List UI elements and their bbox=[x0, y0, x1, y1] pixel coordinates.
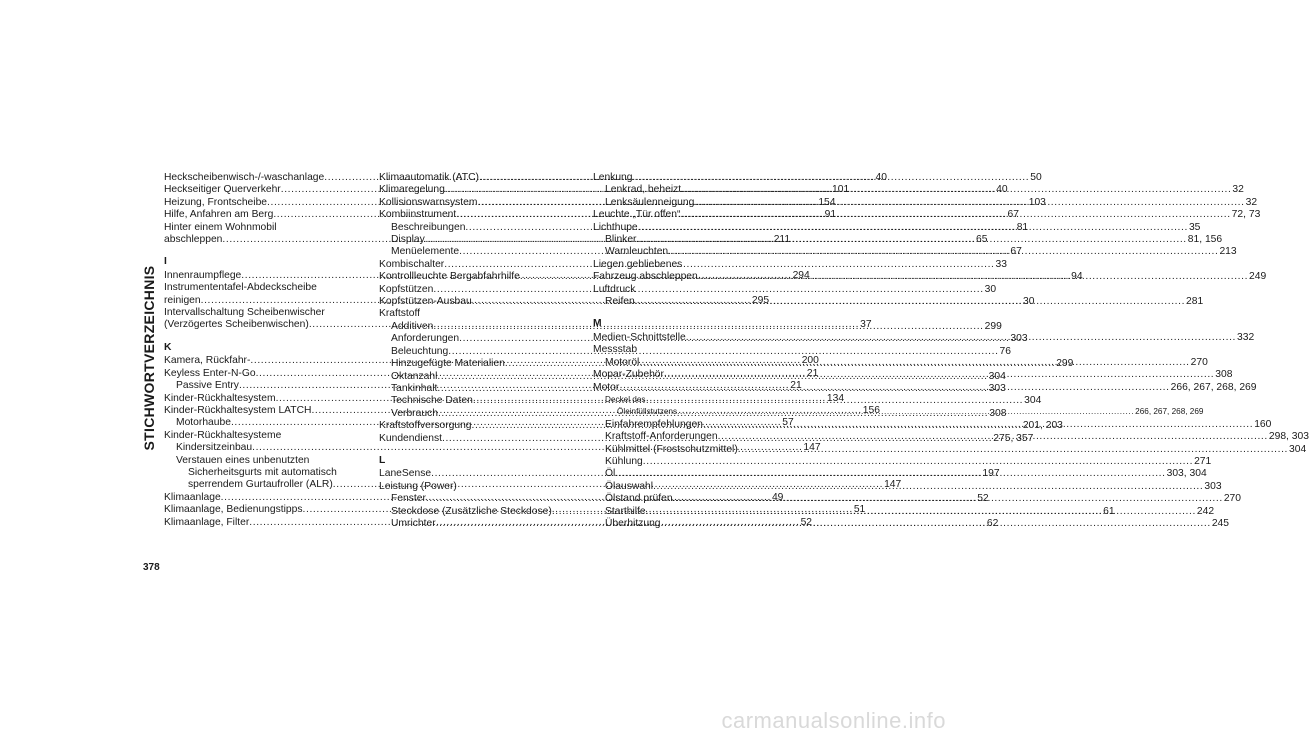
index-entry-page-ref: 72, 73 bbox=[1231, 209, 1261, 221]
dot-leader bbox=[698, 271, 1248, 283]
index-entry-page-ref: 304 bbox=[988, 370, 1006, 382]
index-entry bbox=[593, 344, 781, 356]
index-entry-term: Blinker bbox=[605, 234, 637, 246]
index-entry bbox=[593, 259, 781, 271]
index-entry-page-ref: 37 bbox=[860, 319, 872, 331]
dot-leader bbox=[639, 357, 1189, 369]
index-entry-term: Tankinhalt bbox=[391, 382, 438, 394]
index-entry-page-ref: 160 bbox=[1254, 418, 1272, 430]
dot-leader bbox=[635, 296, 1185, 308]
index-entry-page-ref: 332 bbox=[1237, 331, 1255, 343]
index-entry-page-ref: 21 bbox=[790, 380, 802, 392]
index-entry-page-ref: 266, 267, 268, 269 bbox=[1135, 407, 1204, 417]
index-letter-heading: K bbox=[164, 341, 172, 353]
index-entry bbox=[164, 282, 352, 294]
index-entry bbox=[164, 455, 352, 467]
index-entry-page-ref: 62 bbox=[986, 517, 999, 529]
index-entry-page-ref: 242 bbox=[1196, 505, 1215, 517]
index-entry-page-ref: 50 bbox=[1030, 172, 1042, 183]
index-entry-term: Klimaanlage, Bedienungstipps bbox=[164, 504, 303, 516]
dot-leader bbox=[664, 369, 1214, 381]
index-entry-page-ref: 299 bbox=[984, 320, 1002, 332]
index-entry-page-ref: 308 bbox=[989, 407, 1007, 419]
index-entry-page-ref: 49 bbox=[771, 491, 784, 503]
index-entry-term: Hinter einem Wohnmobil bbox=[164, 221, 277, 233]
index-entry-page-ref: 32 bbox=[1245, 196, 1258, 208]
index-entry bbox=[593, 172, 781, 184]
index-entry-term: Einfahrempfehlungen bbox=[605, 418, 703, 430]
dot-leader bbox=[738, 444, 1288, 456]
index-entry-term: Kamera, Rückfahr- bbox=[164, 355, 251, 367]
index-entry-term: Heizung, Frontscheibe bbox=[164, 196, 268, 208]
dot-leader bbox=[646, 506, 1196, 518]
dot-leader bbox=[643, 456, 1193, 468]
index-entry-page-ref: 275, 357 bbox=[993, 432, 1034, 444]
index-entry-term: Intervallschaltung Scheibenwischer bbox=[164, 307, 325, 319]
index-entry-term: Klimaanlage bbox=[164, 491, 221, 503]
index-entry-page-ref: 299 bbox=[1056, 358, 1074, 370]
index-entry-page-ref: 211 bbox=[773, 234, 791, 246]
index-entry-term: Klimaautomatik (ATC) bbox=[379, 172, 479, 183]
index-entry bbox=[164, 222, 352, 234]
side-section-title bbox=[141, 168, 157, 548]
dot-leader bbox=[668, 246, 1218, 258]
index-entry-term: Ölstand prüfen bbox=[605, 493, 673, 505]
index-entry-term: Kopfstützen-Ausbau bbox=[379, 296, 472, 308]
dot-leader bbox=[718, 431, 1268, 443]
index-entry-term: Öl bbox=[605, 468, 616, 480]
index-entry-term: Deckel des bbox=[605, 394, 646, 404]
index-entry-term: Technische Daten bbox=[391, 395, 473, 407]
index-entry-page-ref: 33 bbox=[995, 258, 1007, 270]
index-entry-page-ref: 30 bbox=[984, 283, 997, 295]
index-entry-term: Mopar-Zubehör bbox=[593, 369, 664, 381]
index-entry-page-ref: 304 bbox=[1024, 395, 1042, 407]
index-entry-page-ref: 52 bbox=[977, 493, 989, 505]
index-entry-term: Medien-Schnittstelle bbox=[593, 331, 686, 343]
index-entry-page-ref: 197 bbox=[982, 468, 1000, 480]
index-entry-term: Klimaregelung bbox=[379, 184, 445, 196]
index-entry-term: Menüelemente bbox=[391, 246, 460, 258]
index-entry-term: Keyless Enter-N-Go bbox=[164, 367, 256, 379]
index-entry-page-ref: 266, 267, 268, 269 bbox=[1170, 381, 1257, 393]
index-entry-term: Instrumententafel-Abdeckscheibe bbox=[164, 282, 317, 294]
index-entry-term: Leistung (Power) bbox=[379, 480, 457, 492]
index-entry-page-ref: 295 bbox=[751, 294, 770, 306]
index-entry-term: Klimaanlage, Filter bbox=[164, 516, 250, 528]
watermark-text: carmanualsonline.info bbox=[721, 708, 946, 733]
index-entry-term: Beleuchtung bbox=[391, 345, 449, 357]
index-entry-term: Motoröl bbox=[605, 356, 640, 368]
index-entry-page-ref: 245 bbox=[1211, 517, 1229, 529]
index-entry-page-ref: 21 bbox=[806, 367, 819, 379]
index-letter-heading: M bbox=[593, 318, 602, 330]
index-entry-term: Kindersitzeinbau bbox=[176, 442, 253, 454]
index-entry-page-ref: 303 bbox=[988, 382, 1006, 394]
index-entry bbox=[593, 455, 1212, 468]
index-entry-term: Kraftstoffversorgung bbox=[379, 420, 472, 432]
index-entry-page-ref: 30 bbox=[1023, 296, 1035, 308]
index-entry-page-ref: 147 bbox=[884, 479, 902, 491]
index-entry-term: Innenraumpflege bbox=[164, 269, 242, 281]
index-entry-page-ref: 65 bbox=[976, 234, 988, 246]
index-entry-term: Kühlmittel (Frostschutzmittel) bbox=[605, 443, 738, 455]
index-entry-term: Verstauen eines unbenutzten bbox=[176, 454, 310, 466]
dot-leader bbox=[681, 184, 1231, 196]
index-entry-term: Reifen bbox=[605, 296, 635, 308]
index-entry-term: Kopfstützen bbox=[379, 283, 434, 295]
index-entry-term: Kinder-Rückhaltesysteme bbox=[164, 429, 282, 441]
index-entry-term: Lenksäulenneigung bbox=[605, 196, 695, 208]
index-entry-page-ref: 270 bbox=[1190, 356, 1208, 368]
index-entry-page-ref: 213 bbox=[1219, 246, 1237, 258]
index-entry-page-ref: 201, 203 bbox=[1022, 420, 1063, 432]
index-entry-page-ref: 35 bbox=[1188, 221, 1201, 233]
dot-leader bbox=[686, 332, 1236, 344]
index-entry-term: Kombiinstrument bbox=[379, 209, 457, 221]
index-entry-term: Passive Entry bbox=[176, 380, 239, 392]
index-entry-page-ref: 61 bbox=[1103, 505, 1115, 517]
index-entry bbox=[593, 284, 781, 296]
index-entry-page-ref: 303 bbox=[1010, 333, 1028, 345]
index-entry-page-ref: 40 bbox=[875, 172, 888, 183]
dot-leader bbox=[619, 382, 1169, 394]
index-entry-term: LaneSense bbox=[379, 468, 432, 480]
index-entry-term: reinigen bbox=[164, 294, 201, 306]
index-entry-term: Beschreibungen bbox=[391, 221, 466, 233]
index-entry-page-ref: 101 bbox=[832, 184, 850, 196]
index-letter-heading: L bbox=[379, 454, 386, 466]
index-entry-term: abschleppen bbox=[164, 234, 223, 246]
index-entry bbox=[164, 307, 352, 319]
index-entry-page-ref: 134 bbox=[826, 392, 845, 404]
index-entry-term: Messstab bbox=[593, 344, 638, 356]
index-entry-term: Motorhaube bbox=[176, 417, 231, 429]
index-entry-page-ref: 76 bbox=[999, 345, 1012, 357]
index-entry-page-ref: 40 bbox=[996, 184, 1008, 196]
index-entry-page-ref: 249 bbox=[1249, 271, 1267, 283]
index-entry-term: Lenkung bbox=[593, 172, 633, 183]
index-entry-page-ref: 147 bbox=[803, 442, 821, 454]
index-entry-term: Starthilfe bbox=[605, 505, 646, 517]
index-entry-term: Umrichter bbox=[391, 517, 436, 529]
index-entry-term: Leuchte „Tür offen“ bbox=[593, 209, 681, 221]
index-entry-term: Kontrollleuchte Bergabfahrhilfe bbox=[379, 271, 520, 283]
dot-leader bbox=[673, 493, 1223, 505]
index-entry-page-ref: 154 bbox=[818, 196, 836, 208]
index-entry-term: Additiven bbox=[391, 320, 434, 332]
index-entry-page-ref: 103 bbox=[1028, 196, 1046, 208]
index-entry-term: Oktanzahl bbox=[391, 370, 438, 382]
index-entry-page-ref: 294 bbox=[792, 269, 810, 281]
index-entry-term: Motor bbox=[593, 381, 620, 393]
index-entry bbox=[379, 308, 567, 320]
index-entry-term: Fahrzeug abschleppen bbox=[593, 271, 698, 283]
index-entry-term: Kollisionswarnsystem bbox=[379, 196, 478, 208]
index-entry-term: Kombischalter bbox=[379, 258, 445, 270]
index-entry-term: Warnleuchten bbox=[605, 246, 669, 258]
index-entry-term: Überhitzung bbox=[605, 517, 661, 529]
index-entry-term: Heckscheibenwisch-/-waschanlage bbox=[164, 172, 325, 183]
index-entry-term: Kinder-Rückhaltesystem LATCH bbox=[164, 404, 312, 416]
index-entry-term: Lichthupe bbox=[593, 221, 638, 233]
index-entry bbox=[164, 430, 352, 442]
index-entry-page-ref: 304 bbox=[1289, 443, 1307, 455]
index-entry-term: Kraftstoff-Anforderungen bbox=[605, 431, 718, 443]
dot-leader bbox=[615, 468, 1165, 480]
index-entry-page-ref: 94 bbox=[1071, 271, 1083, 283]
index-entry-page-ref: 270 bbox=[1223, 493, 1242, 505]
index-entry-term: Öleinfüllstutzens bbox=[617, 407, 678, 417]
index-entry-term: Verbrauch bbox=[391, 407, 438, 419]
index-entry-term: Kinder-Rückhaltesystem bbox=[164, 392, 276, 404]
dot-leader bbox=[694, 197, 1244, 209]
index-entry-term: Luftdruck bbox=[593, 283, 636, 295]
index-entry-page-ref: 281 bbox=[1186, 296, 1204, 308]
index-entry-term: Steckdose (Zusätzliche Steckdose) bbox=[391, 505, 552, 517]
index-entry-term: Sicherheitsgurts mit automatisch bbox=[188, 466, 337, 478]
index-entry-page-ref: 303 bbox=[1204, 480, 1222, 492]
dot-leader bbox=[653, 481, 1203, 493]
index-entry-page-ref: 303, 304 bbox=[1166, 468, 1207, 480]
index-entry-term: Anforderungen bbox=[391, 333, 460, 345]
index-entry-page-ref: 67 bbox=[1010, 246, 1022, 258]
index-entry-page-ref: 271 bbox=[1194, 455, 1212, 467]
index-entry bbox=[379, 481, 567, 493]
dot-leader bbox=[703, 419, 1253, 431]
index-entry-term: sperrendem Gurtaufroller (ALR) bbox=[188, 479, 333, 491]
index-entry bbox=[593, 394, 781, 406]
index-entry-page-ref: 52 bbox=[800, 516, 813, 528]
index-entry-page-ref: 308 bbox=[1215, 369, 1233, 381]
index-entry-page-ref: 156 bbox=[862, 404, 880, 416]
index-entry-page-ref: 81, 156 bbox=[1187, 234, 1223, 246]
index-entry-term: Fenster bbox=[391, 493, 426, 505]
index-entry-term: Kraftstoff bbox=[379, 308, 421, 320]
dot-leader bbox=[661, 518, 1211, 530]
dot-leader bbox=[636, 234, 1186, 246]
index-entry-page-ref: 91 bbox=[824, 209, 837, 221]
index-entry-term: Lenkrad, beheizt bbox=[605, 184, 682, 196]
index-entry-term: Liegen gebliebenes bbox=[593, 258, 683, 270]
index-entry-term: Heckseitiger Querverkehr bbox=[164, 184, 281, 196]
index-entry-term: Kühlung bbox=[605, 455, 643, 467]
index-entry-term: Hilfe, Anfahren am Berg bbox=[164, 209, 274, 221]
index-entry-term: (Verzögertes Scheibenwischen) bbox=[164, 319, 309, 331]
index-entry-page-ref: 67 bbox=[1007, 209, 1020, 221]
index-letter-heading: I bbox=[164, 256, 167, 268]
index-entry-page-ref: 81 bbox=[1016, 221, 1029, 233]
index-entry-term: Display bbox=[391, 234, 425, 246]
index-entry-term: Kundendienst bbox=[379, 432, 442, 444]
index-entry-page-ref: 298, 303 bbox=[1268, 431, 1309, 443]
index-entry-page-ref: 32 bbox=[1232, 184, 1244, 196]
index-entry-page-ref: 57 bbox=[782, 417, 794, 429]
page-number: 378 bbox=[143, 562, 160, 573]
dot-leader bbox=[677, 406, 1134, 418]
dot-leader bbox=[638, 222, 1188, 234]
index-entry bbox=[164, 467, 352, 479]
dot-leader bbox=[680, 209, 1230, 221]
index-entry-page-ref: 51 bbox=[853, 504, 866, 516]
index-entry-term: Hinzugefügte Materialien bbox=[391, 358, 505, 370]
index-entry-page-ref: 200 bbox=[801, 355, 819, 367]
side-section-title-text: STICHWORTVERZEICHNIS bbox=[141, 265, 157, 451]
index-entry-term: Ölauswahl bbox=[605, 480, 654, 492]
